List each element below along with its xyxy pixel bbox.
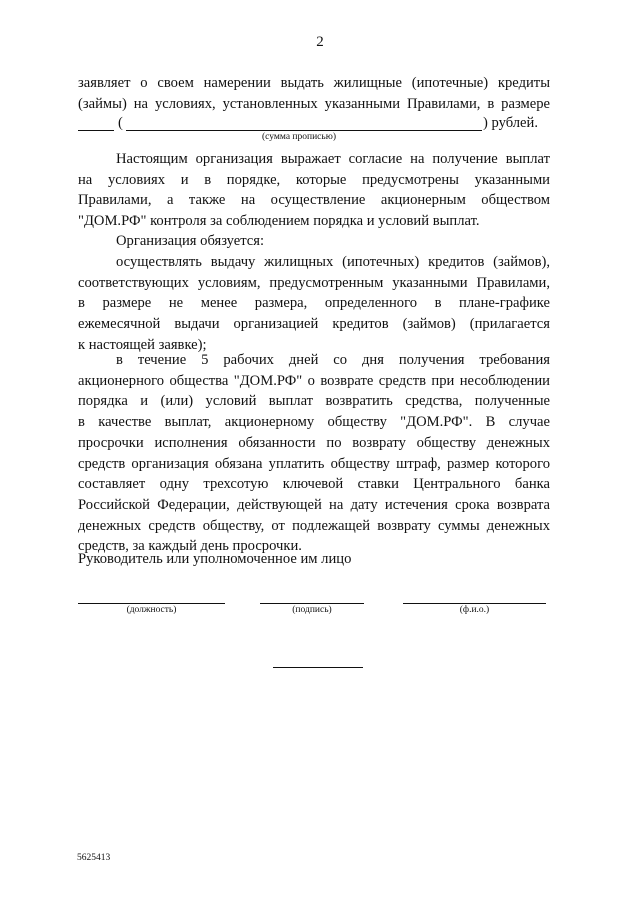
- paragraph-consent-line-4: "ДОМ.РФ" контроля за соблюдением порядка и условий выплат.: [78, 213, 480, 230]
- obligation-2-line-9: денежных средств обществу, от подлежащей возврату суммы денежных: [78, 517, 550, 534]
- position-blank: [78, 603, 225, 604]
- obligation-2-line-1: в течение 5 рабочих дней со дня получения требования: [116, 352, 550, 368]
- amount-words-blank: [126, 130, 482, 131]
- obligation-2-line-8: Российской Федерации, действующей на дату истечения срока возврата: [78, 496, 550, 513]
- paragraph-obligation-1: [78, 252, 550, 356]
- obligation-1-line-5: к настоящей заявке);: [78, 336, 207, 353]
- obligation-2-line-7: составляет одну трехсотую ключевой ставки Центрального банка: [78, 476, 550, 493]
- paragraph-intent-line-2: (займы) на условиях, установленных указанными Правилами, в размере: [78, 95, 550, 112]
- page-number: 2: [316, 34, 324, 50]
- amount-currency-label: ) рублей.: [483, 115, 538, 131]
- obligation-1-line-3: в размере не менее размера, определенного в плане-графике: [78, 295, 550, 312]
- paragraph-intent: [78, 73, 550, 114]
- paragraph-consent-line-3: Правилами, а также на осуществление акционерным обществом: [78, 192, 550, 209]
- full-name-blank: [403, 603, 546, 604]
- signature-caption: (подпись): [292, 605, 332, 615]
- paragraph-intent-line-1: заявляет о своем намерении выдать жилищные (ипотечные) кредиты: [78, 75, 550, 91]
- obligation-1-line-2: соответствующих условиям, предусмотренным указанными Правилами,: [78, 274, 550, 291]
- amount-open-paren: (: [118, 115, 123, 131]
- paragraph-consent-line-2: на условиях и в порядке, которые предусмотрены указанными: [78, 171, 550, 188]
- position-caption: (должность): [126, 605, 177, 615]
- paragraph-consent-line-1: Настоящим организация выражает согласие на получение выплат: [116, 151, 550, 167]
- end-of-document-rule: [273, 667, 363, 668]
- paragraph-obligation-2: [78, 350, 550, 557]
- obligation-2-line-5: просрочки исполнения обязанности по возврату обществу денежных: [78, 434, 550, 451]
- full-name-caption: (ф.и.о.): [459, 605, 490, 615]
- obligation-2-line-4: в качестве выплат, акционерному обществу "ДОМ.РФ". В случае: [78, 414, 550, 431]
- signatory-label: Руководитель или уполномоченное им лицо: [78, 551, 352, 567]
- amount-words-caption: (сумма прописью): [262, 132, 336, 142]
- obligation-2-line-3: порядка и (или) условий выплат возвратить средства, полученные: [78, 393, 550, 410]
- obligation-2-line-10: средств, за каждый день просрочки.: [78, 538, 302, 555]
- obligations-heading: Организация обязуется:: [116, 233, 265, 249]
- amount-number-blank: [78, 130, 114, 131]
- document-code: 5625413: [77, 853, 111, 863]
- signature-blank: [260, 603, 364, 604]
- paragraph-consent: [78, 149, 550, 232]
- obligation-2-line-2: акционерного общества "ДОМ.РФ" о возврате средств при несоблюдении: [78, 372, 550, 389]
- paragraph-obligations-heading: [78, 231, 550, 252]
- obligation-1-line-4: ежемесячной выдачи организацией кредитов (займов) (прилагается: [78, 316, 550, 333]
- obligation-2-line-6: средств организация обязана уплатить обществу штраф, размер которого: [78, 455, 550, 472]
- obligation-1-line-1: осуществлять выдачу жилищных (ипотечных) кредитов (займов),: [116, 254, 550, 270]
